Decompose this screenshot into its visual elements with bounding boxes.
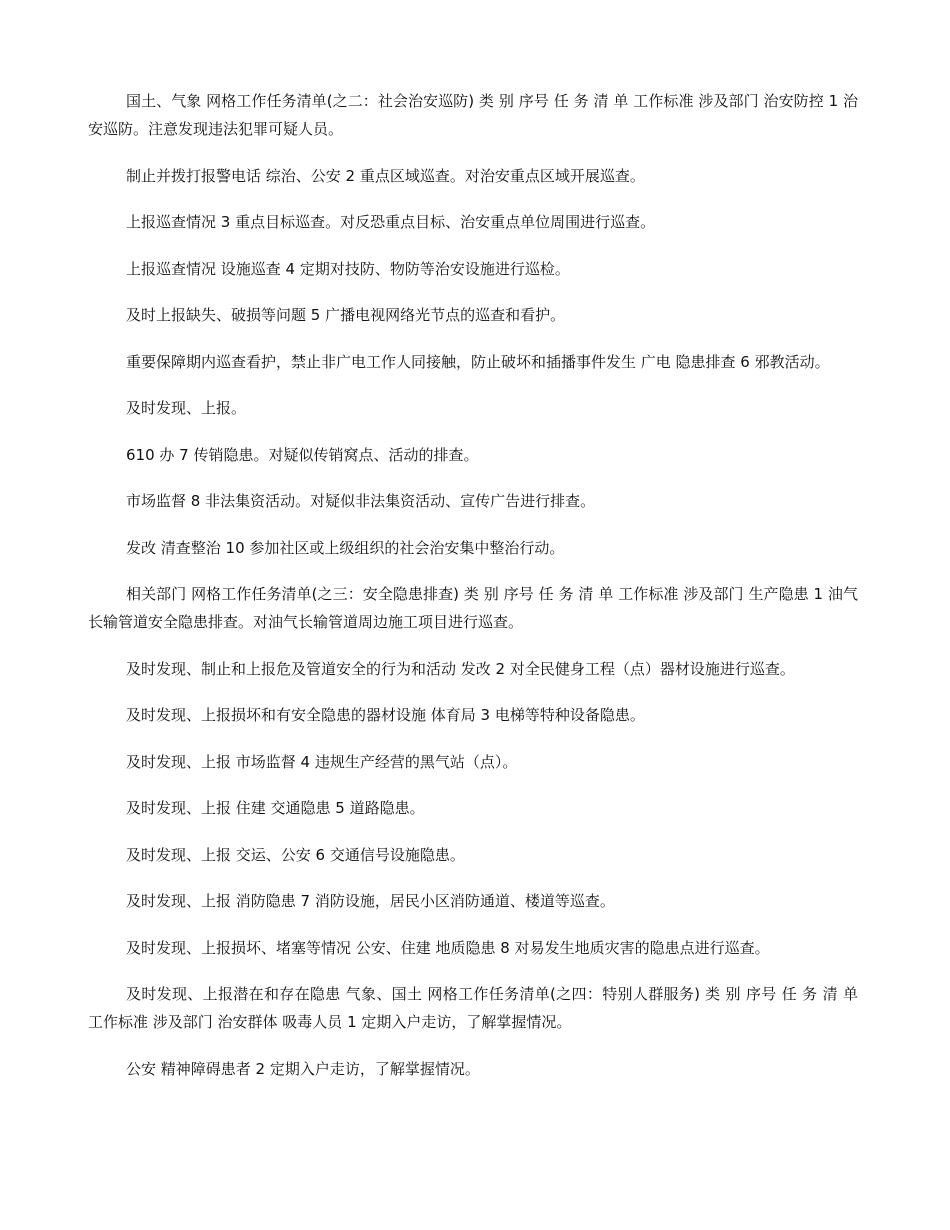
paragraph: 制止并拨打报警电话 综治、公安 2 重点区域巡查。对治安重点区域开展巡查。 bbox=[126, 166, 645, 185]
paragraph: 及时发现、制止和上报危及管道安全的行为和活动 发改 2 对全民健身工程（点）器材设施进行巡查。 bbox=[126, 659, 795, 678]
paragraph: 及时发现、上报潜在和存在隐患 气象、国土 网格工作任务清单(之四：特别人群服务) 类 别 序号 任 务 清 单 工作标准 涉及部门 治安群体 吸毒人员 1 定期入户走访，了解掌握情况。 bbox=[88, 985, 858, 1031]
paragraph: 及时发现、上报 住建 交通隐患 5 道路隐患。 bbox=[126, 799, 425, 817]
paragraph: 相关部门 网格工作任务清单(之三：安全隐患排查) 类 别 序号 任 务 清 单 工作标准 涉及部门 生产隐患 1 油气长输管道安全隐患排查。对油气长输管道周边施工项目进行巡查。 bbox=[88, 585, 858, 631]
paragraph: 及时发现、上报 市场监督 4 违规生产经营的黑气站（点）。 bbox=[126, 752, 518, 771]
paragraph: 公安 精神障碍患者 2 定期入户走访，了解掌握情况。 bbox=[126, 1059, 480, 1078]
paragraph: 及时发现、上报损坏和有安全隐患的器材设施 体育局 3 电梯等特种设备隐患。 bbox=[126, 706, 645, 724]
paragraph: 610 办 7 传销隐患。对疑似传销窝点、活动的排查。 bbox=[126, 445, 479, 464]
paragraph: 国土、气象 网格工作任务清单(之二：社会治安巡防) 类 别 序号 任 务 清 单 工作标准 涉及部门 治安防控 1 治安巡防。注意发现违法犯罪可疑人员。 bbox=[88, 92, 858, 138]
paragraph: 及时发现、上报 交运、公安 6 交通信号设施隐患。 bbox=[126, 845, 465, 864]
paragraph: 重要保障期内巡查看护，禁止非广电工作人同接触，防止破坏和插播事件发生 广电 隐患排查 6 邪教活动。 bbox=[126, 352, 830, 371]
paragraph: 发改 清查整治 10 参加社区或上级组织的社会治安集中整治行动。 bbox=[126, 538, 565, 557]
paragraph: 上报巡查情况 3 重点目标巡查。对反恐重点目标、治安重点单位周围进行巡查。 bbox=[126, 213, 656, 231]
paragraph: 及时上报缺失、破损等问题 5 广播电视网络光节点的巡查和看护。 bbox=[126, 306, 566, 324]
paragraph: 及时发现、上报 消防隐患 7 消防设施，居民小区消防通道、楼道等巡查。 bbox=[126, 892, 615, 910]
paragraph: 及时发现、上报损坏、堵塞等情况 公安、住建 地质隐患 8 对易发生地质灾害的隐患点进行巡查。 bbox=[126, 938, 770, 957]
paragraph: 市场监督 8 非法集资活动。对疑似非法集资活动、宣传广告进行排查。 bbox=[126, 492, 596, 510]
paragraph: 及时发现、上报。 bbox=[126, 399, 247, 417]
paragraph: 上报巡查情况 设施巡查 4 定期对技防、物防等治安设施进行巡检。 bbox=[126, 259, 570, 278]
